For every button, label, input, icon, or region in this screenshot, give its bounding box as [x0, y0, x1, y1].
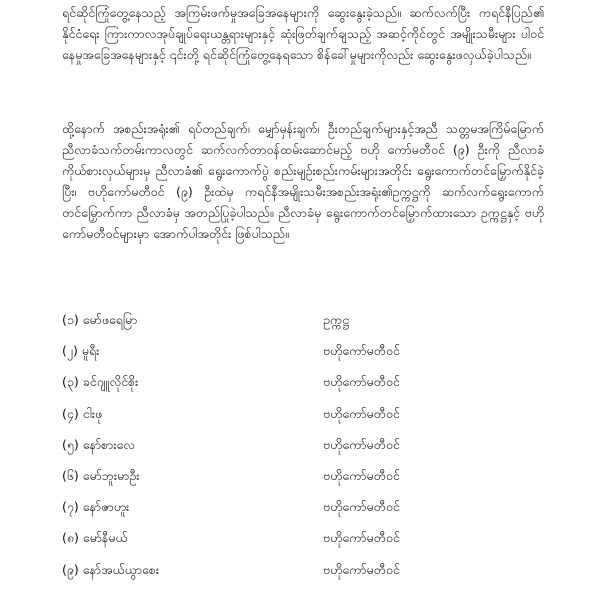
paragraph-context: ရင်ဆိုင်ကြုံတွေ့နေသည့် အကြမ်းဖက်မှုအခြေအနေများကို ဆွေးနွေးခဲ့သည်။ ဆက်လက်ပြီး ကရင်နီပြည်၏ နိုင်ငံရေး ကြားကာလအုပ်ချုပ်ရေးယန္တရားများနှင့် ဆုံးဖြတ်ချက်ချသည့် အဆင့်ကိုင်တွင် အမျိုးသမီးများ ပါဝင်နေမှုအခြေအနေများနှင့် ၎င်းတို့ ရင်ဆိုင်ကြုံတွေ့နေရသော စိန်ခေါ်မှုများကိုလည်း ဆွေးနွေးဖလှယ်ခဲ့ပါသည်။	[62, 5, 544, 62]
member-role: ဗဟိုကော်မတီဝင်	[323, 561, 400, 577]
list-item	[62, 528, 502, 559]
member-role: ဗဟိုကော်မတီဝင်	[323, 530, 400, 546]
list-item	[62, 404, 502, 435]
member-role: ဗဟိုကော်မတီဝင်	[323, 436, 400, 452]
member-name: (၁) မော်ဖရေမြာ	[62, 312, 138, 327]
member-name: (၅) နော်စားလေ	[62, 436, 136, 452]
member-role: ဗဟိုကော်မတီဝင်	[323, 374, 400, 390]
list-item	[62, 466, 502, 497]
member-name: (၇) နော်ဇာဟူး	[62, 499, 130, 515]
member-role: ဥက္ကဋ္ဌ	[323, 312, 349, 327]
member-name: (၉) နော်အယ်ယွာစေး	[62, 561, 160, 577]
member-name: (၈) မော်နီမယ်	[62, 530, 128, 546]
member-role: ဗဟိုကော်မတီဝင်	[323, 499, 400, 515]
member-name: (၆) မော်ဘူးမာဦး	[62, 467, 140, 483]
paragraph-election: ထို့နောက် အစည်းအရုံး၏ ရပ်တည်ချက်၊ မျှော်မှန်းချက်၊ ဦးတည်ချက်များနှင့်အညီ သတ္တမအကြိမ်မြောက် ညီလာခံသက်တမ်းကာလတွင် ဆက်လက်တာဝန်ထမ်းဆောင်မည့် ဗဟို ကော်မတီဝင် (၉) ဦးကို ညီလာခံကိုယ်စားလှယ်များမှ ညီလာခံ၏ ရွေးကောက်ပွဲ စည်းမျဉ်းစည်းကမ်းများအတိုင်း ရွေးကောက်တင်မြှောက်နိုင်ခဲ့ပြီး၊ ဗဟိုကော်မတီဝင် (၉) ဦးထဲမှ ကရင်နီအမျိုးသမီးအစည်းအရုံး၏ဥက္ကဋ္ဌကို ဆက်လက်ရွေးကောက်တင်မြှောက်ကာ ညီလာခံမှ အတည်ပြုခဲ့ပါသည်။ ညီလာခံမှ ရွေးကောက်တင်မြှောက်ထားသော ဥက္ကဋ္ဌနှင့် ဗဟိုကော်မတီဝင်များမှာ အောက်ပါအတိုင်း ဖြစ်ပါသည်။	[62, 121, 544, 241]
list-item	[62, 341, 502, 372]
member-role: ဗဟိုကော်မတီဝင်	[323, 467, 400, 483]
elected-members-list	[62, 310, 502, 591]
member-name: (၂) မူရီး	[62, 343, 100, 359]
member-name: (၃) ခင်ဂျူလိုင်စိုး	[62, 374, 139, 390]
member-name: (၄) ငါးဖု	[62, 405, 103, 421]
list-item	[62, 560, 502, 591]
member-role: ဗဟိုကော်မတီဝင်	[323, 343, 400, 359]
list-item	[62, 310, 502, 341]
list-item	[62, 435, 502, 466]
list-item	[62, 497, 502, 528]
list-item	[62, 372, 502, 403]
member-role: ဗဟိုကော်မတီဝင်	[323, 405, 400, 421]
